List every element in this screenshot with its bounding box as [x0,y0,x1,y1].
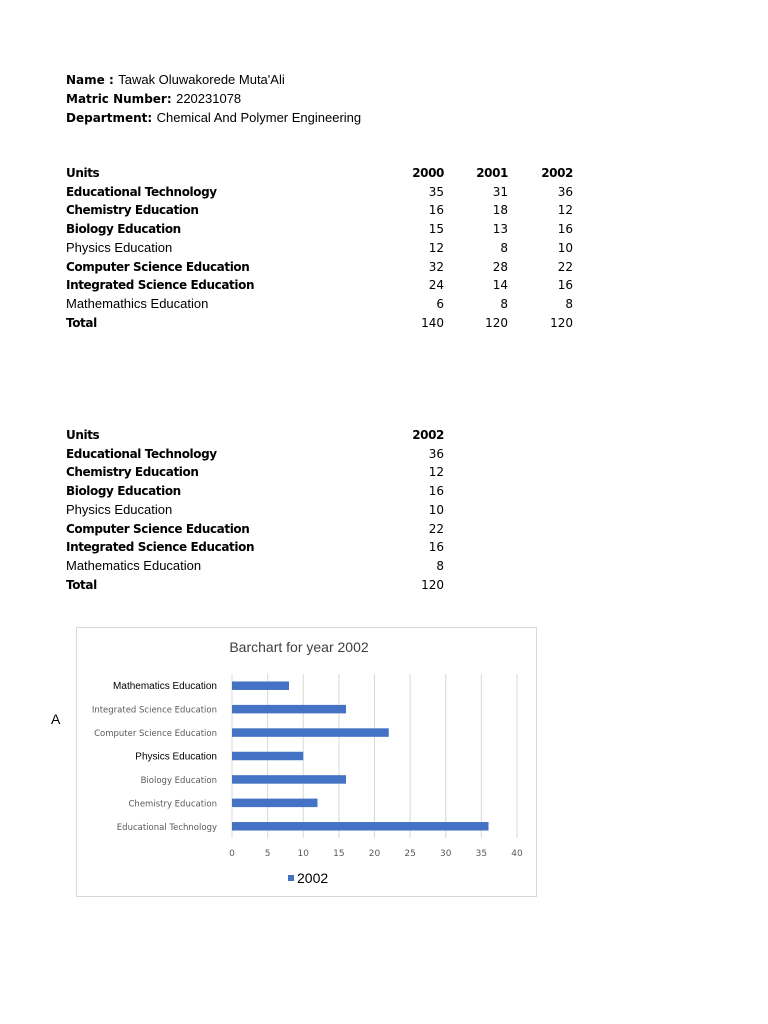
cell-value: 8 [565,296,573,311]
row-label: Educational Technology [66,184,217,199]
chart-x-ticks [229,849,523,859]
row-label: Educational Technology [66,446,217,461]
units-table-2002 [66,426,466,598]
cell-value: 35 [428,184,444,199]
table-row [66,501,466,519]
cell-value: 10 [428,502,444,517]
cell-value: 8 [500,296,508,311]
table-row [66,445,466,463]
row-label: Computer Science Education [66,521,250,536]
x-tick-label: 20 [368,849,381,859]
row-label: Biology Education [66,222,181,237]
table-row [66,276,586,294]
bar [232,705,346,714]
table-row [66,220,586,238]
table-row [66,538,466,556]
matric-label: Matric Number: [66,92,172,106]
category-label: Educational Technology [116,822,217,833]
row-label: Mathematics Education [66,557,202,573]
x-tick-label: 40 [511,849,523,859]
chart-svg [77,628,536,896]
name-label: Name : [66,73,114,87]
matric-line [66,89,566,108]
cell-value: 15 [428,222,444,237]
table-row [66,201,586,219]
cell-value: 6 [436,296,444,311]
row-label: Computer Science Education [66,259,250,274]
bar [232,775,346,784]
dept-value: Chemical And Polymer Engineering [156,110,362,125]
table-header-row [66,164,586,182]
cell-value: 10 [557,240,573,255]
cell-value: 16 [428,540,444,555]
cell-value: 36 [557,184,573,199]
year-header-2001: 2001 [476,166,508,180]
cell-value: 16 [557,278,573,293]
x-tick-label: 35 [475,849,488,859]
bar [232,799,318,808]
row-label: Biology Education [66,484,181,499]
cell-value: 8 [436,558,444,573]
bar [232,681,289,690]
side-marker: A [51,711,61,727]
category-label: Mathematics Education [113,681,217,693]
category-label: Integrated Science Education [91,705,217,716]
bar [232,822,489,831]
cell-value: 18 [492,203,508,218]
cell-value: 12 [428,465,444,480]
table-total-row [66,576,466,594]
cell-value: 16 [428,484,444,499]
legend-label: 2002 [297,870,329,886]
name-line [66,70,566,89]
cell-value: 13 [492,222,508,237]
cell-value: 8 [500,240,508,255]
x-tick-label: 5 [264,849,271,859]
cell-value: 32 [428,259,444,274]
table-row [66,258,586,276]
table-total-row [66,314,586,332]
cell-value: 31 [492,184,508,199]
category-label: Computer Science Education [94,729,217,740]
table-row [66,557,466,575]
student-info [66,70,566,127]
category-label: Biology Education [140,775,217,786]
row-label: Integrated Science Education [66,540,255,555]
matric-value: 220231078 [176,91,242,106]
cell-value: 120 [421,577,444,592]
year-header-2000: 2000 [412,166,444,180]
chart-legend [288,870,328,886]
cell-value: 22 [428,521,444,536]
cell-value: 14 [492,278,508,293]
row-label: Physics Education [66,501,173,517]
cell-value: 12 [428,240,444,255]
units-header: Units [66,166,100,180]
cell-value: 22 [557,259,573,274]
category-label: Chemistry Education [128,799,217,810]
cell-value: 16 [557,222,573,237]
row-label: Mathemathics Education [66,295,209,311]
bar-chart-2002 [76,627,537,897]
cell-value: 140 [421,315,444,330]
cell-value: 36 [428,446,444,461]
name-value: Tawak Oluwakorede Muta'Ali [118,72,285,87]
bar [232,728,389,737]
row-label: Total [66,315,97,330]
year-header-2002: 2002 [412,428,444,442]
cell-value: 24 [428,278,444,293]
cell-value: 120 [485,315,508,330]
table-row [66,520,466,538]
x-tick-label: 30 [440,849,452,859]
dept-label: Department: [66,111,153,125]
category-label: Physics Education [135,751,217,763]
x-tick-label: 0 [229,849,235,859]
chart-title: Barchart for year 2002 [229,639,369,655]
units-header: Units [66,428,100,442]
year-header-2002: 2002 [541,166,573,180]
row-label: Total [66,577,97,592]
table-row [66,482,466,500]
table-header-row [66,426,466,444]
cell-value: 12 [557,203,573,218]
row-label: Chemistry Education [66,203,199,218]
units-table-all-years [66,164,586,336]
x-tick-label: 25 [404,849,416,859]
chart-bars [232,681,489,830]
table-row [66,463,466,481]
table-row [66,239,586,257]
table-row [66,183,586,201]
legend-swatch [288,875,294,881]
bar [232,752,303,761]
cell-value: 120 [550,315,573,330]
row-label: Physics Education [66,239,173,255]
row-label: Chemistry Education [66,465,199,480]
dept-line [66,108,566,127]
x-tick-label: 15 [333,849,345,859]
cell-value: 16 [428,203,444,218]
row-label: Integrated Science Education [66,278,255,293]
cell-value: 28 [492,259,508,274]
chart-category-labels [92,681,217,833]
x-tick-label: 10 [297,849,309,859]
table-row [66,295,586,313]
